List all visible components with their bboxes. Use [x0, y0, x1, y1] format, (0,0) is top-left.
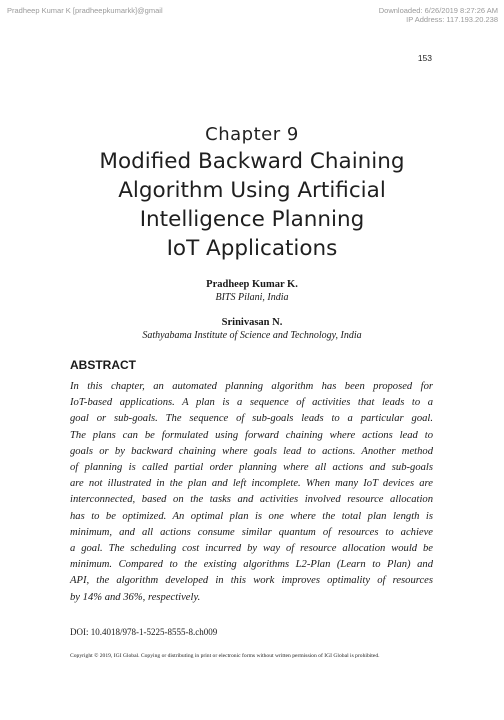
abstract-line: In this chapter, an automated planning algorithm has been proposed for — [70, 381, 433, 392]
abstract-line: The plans can be formulated using forward chaining where actions lead to — [70, 429, 433, 441]
author-affiliation: Sathyabama Institute of Science and Technology, India — [142, 330, 362, 341]
chapter-title — [0, 147, 504, 263]
download-date-text: Downloaded: 6/26/2019 8:27:26 AM — [378, 6, 498, 15]
doi-text: DOI: 10.4018/978-1-5225-8555-8.ch009 — [70, 627, 218, 637]
abstract-line: goals or by backward chaining where goals lead to actions. Another method — [70, 445, 433, 457]
author-name: Srinivasan N. — [221, 317, 283, 328]
abstract-line: minimum, and all actions consume similar quantum of resources to achieve — [70, 526, 433, 538]
abstract-line: a goal. The scheduling cost incurred by way of resource allocation would be — [70, 543, 433, 555]
ip-address-text: IP Address: 117.193.20.238 — [406, 15, 498, 24]
abstract-line: has to be optimized. An optimal plan is one where the total plan length is — [70, 510, 433, 522]
title-line: Algorithm Using Artificial — [118, 178, 386, 203]
download-watermark-left: Pradheep Kumar K [pradheepkumarkk]@gmail — [7, 6, 163, 15]
author-name: Pradheep Kumar K. — [206, 279, 298, 290]
title-line: IoT Applications — [166, 236, 338, 261]
abstract-line: by 14% and 36%, respectively. — [70, 591, 201, 603]
page-number: 153 — [417, 53, 432, 63]
abstract-body — [70, 379, 433, 606]
title-line: Modified Backward Chaining — [99, 149, 405, 174]
author-affiliation: BITS Pilani, India — [215, 292, 289, 303]
abstract-line: IoT-based applications. A plan is a sequence of activities that leads to a — [70, 397, 433, 409]
abstract-line: minimum. Compared to the existing algorithms L2-Plan (Learn to Plan) and — [70, 559, 433, 571]
download-watermark-right — [379, 6, 498, 24]
copyright-notice: Copyright © 2019, IGI Global. Copying or distributing in print or electronic forms without written permission of IGI Global is prohibited. — [70, 653, 380, 659]
abstract-heading: ABSTRACT — [70, 358, 136, 372]
abstract-line: of planning is called partial order planning where all actions and sub-goals — [70, 462, 433, 474]
abstract-line: are not illustrated in the plan and left incomplete. When many IoT devices are — [70, 478, 433, 490]
abstract-line: API, the algorithm developed in this work improves optimality of resources — [70, 575, 433, 587]
title-line: Intelligence Planning — [139, 207, 365, 232]
chapter-label: Chapter 9 — [205, 124, 299, 145]
abstract-line: goal or sub-goals. The sequence of sub-goals leads to a particular goal. — [70, 413, 433, 425]
abstract-line: interconnected, based on the tasks and activities involved resource allocation — [70, 494, 433, 506]
